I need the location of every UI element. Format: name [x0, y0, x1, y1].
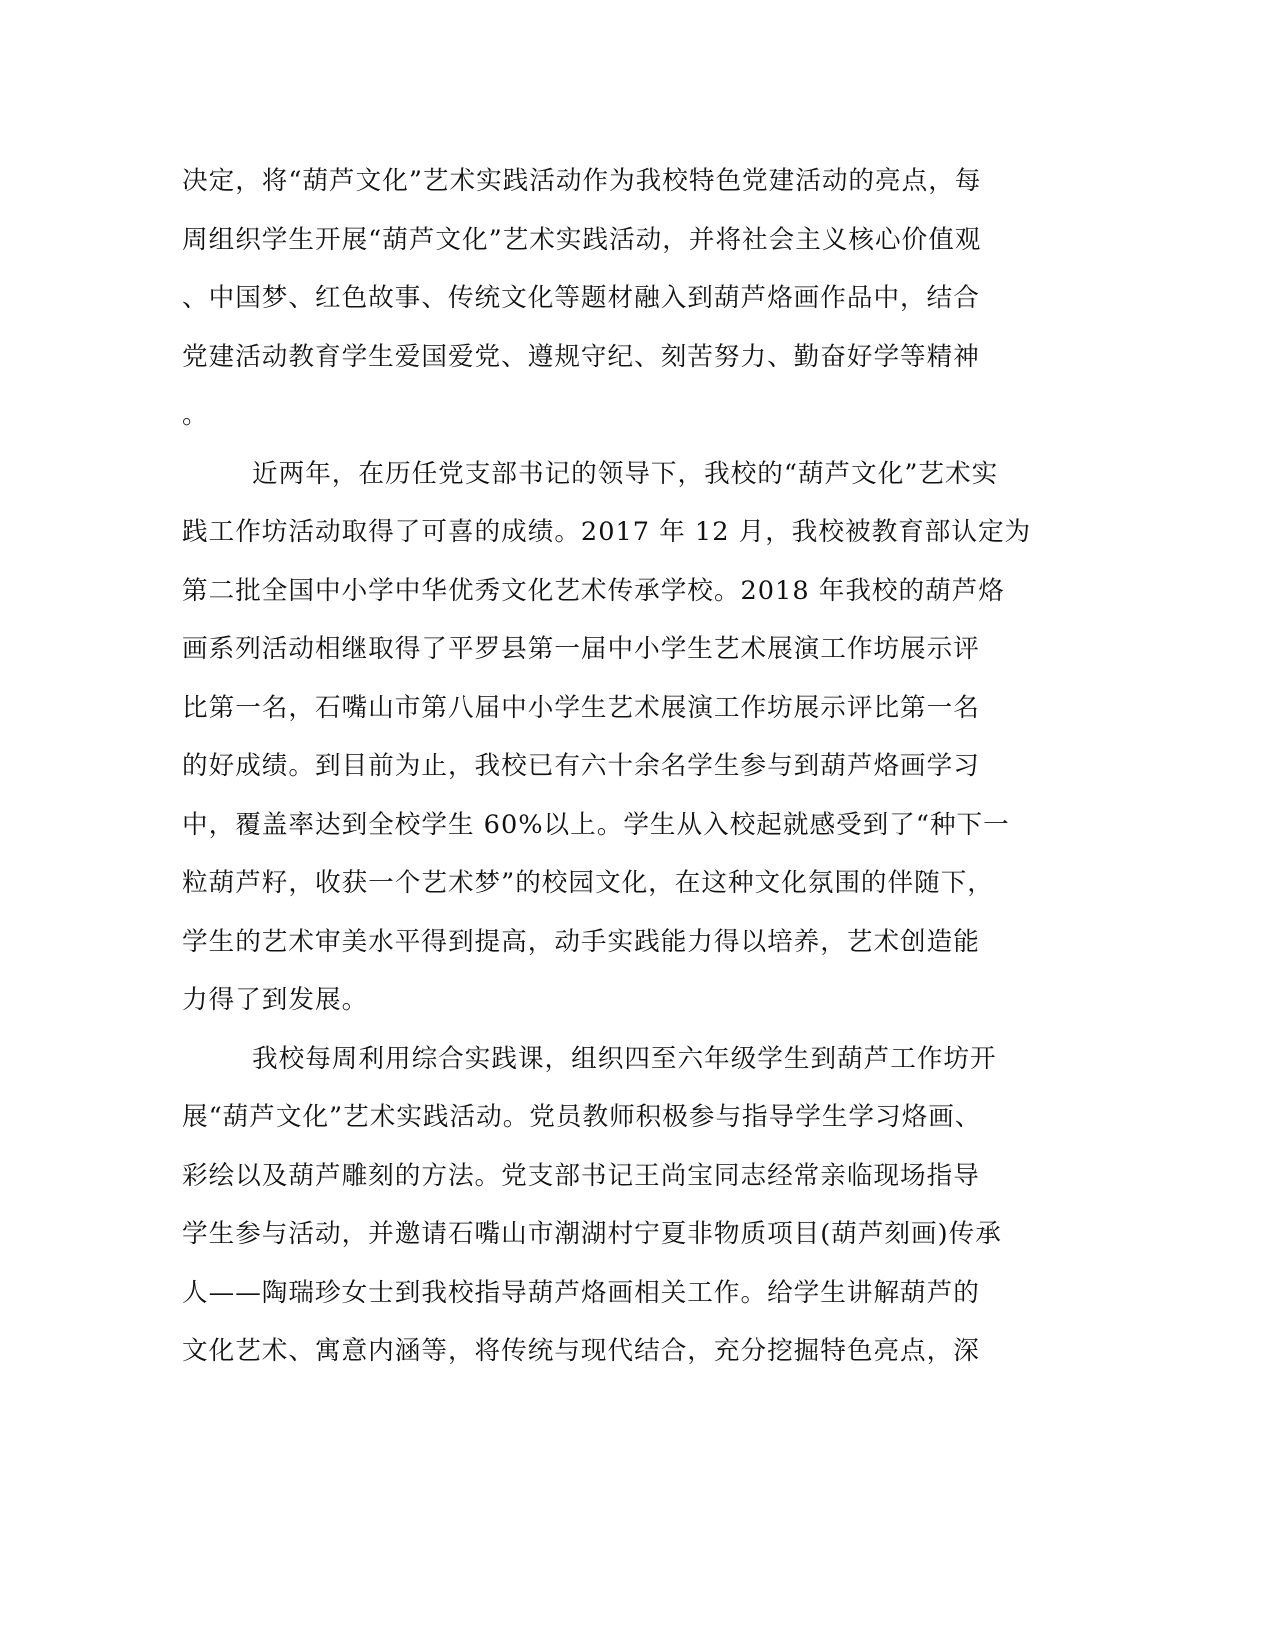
text-line: 践工作坊活动取得了可喜的成绩。2017 年 12 月，我校被教育部认定为 — [182, 517, 1032, 547]
text-line: 。 — [182, 400, 209, 430]
text-line: 学生参与活动，并邀请石嘴山市潮湖村宁夏非物质项目(葫芦刻画)传承 — [182, 1219, 1002, 1249]
text-line: 、中国梦、红色故事、传统文化等题材融入到葫芦烙画作品中，结合 — [182, 283, 980, 313]
paragraph-2 — [182, 445, 1042, 1030]
text-line: 周组织学生开展“葫芦文化”艺术实践活动，并将社会主义核心价值观 — [182, 224, 982, 255]
text-line: 党建活动教育学生爱国爱党、遵规守纪、刻苦努力、勤奋好学等精神 — [182, 341, 980, 372]
text-line: 粒葫芦籽，收获一个艺术梦”的校园文化，在这种文化氛围的伴随下， — [182, 868, 994, 898]
text-line: 画系列活动相继取得了平罗县第一届中小学生艺术展演工作坊展示评 — [182, 634, 980, 664]
text-line: 近两年，在历任党支部书记的领导下，我校的“葫芦文化”艺术实 — [252, 458, 999, 489]
text-line: 的好成绩。到目前为止，我校已有六十余名学生参与到葫芦烙画学习 — [182, 751, 980, 781]
text-line: 力得了到发展。 — [182, 985, 369, 1015]
paragraph-1 — [182, 152, 1042, 445]
text-line: 学生的艺术审美水平得到提高，动手实践能力得以培养，艺术创造能 — [182, 926, 980, 957]
text-line: 文化艺术、寓意内涵等，将传统与现代结合，充分挖掘特色亮点，深 — [182, 1336, 980, 1366]
text-line: 我校每周利用综合实践课，组织四至六年级学生到葫芦工作坊开 — [252, 1043, 997, 1074]
text-line: 决定，将“葫芦文化”艺术实践活动作为我校特色党建活动的亮点，每 — [182, 166, 982, 196]
text-line: 人——陶瑞珍女士到我校指导葫芦烙画相关工作。给学生讲解葫芦的 — [182, 1277, 980, 1308]
text-line: 中，覆盖率达到全校学生 60%以上。学生从入校起就感受到了“种下一 — [182, 809, 1010, 840]
text-line: 比第一名，石嘴山市第八届中小学生艺术展演工作坊展示评比第一名 — [182, 692, 980, 723]
paragraph-3 — [182, 1030, 1042, 1381]
text-line: 展“葫芦文化”艺术实践活动。党员教师积极参与指导学生学习烙画、 — [182, 1102, 982, 1132]
text-line: 彩绘以及葫芦雕刻的方法。党支部书记王尚宝同志经常亲临现场指导 — [182, 1160, 980, 1191]
document-body — [182, 152, 1042, 1381]
text-line: 第二批全国中小学中华优秀文化艺术传承学校。2018 年我校的葫芦烙 — [182, 575, 1005, 606]
